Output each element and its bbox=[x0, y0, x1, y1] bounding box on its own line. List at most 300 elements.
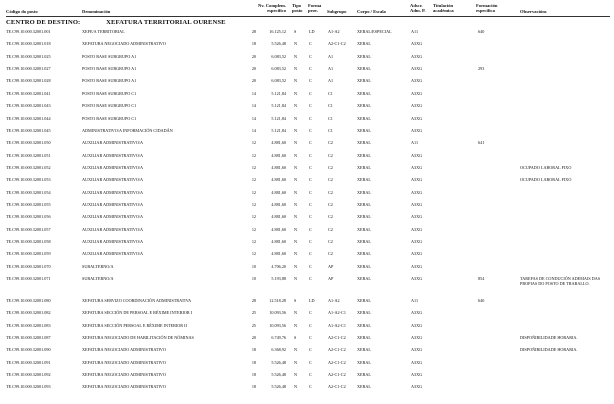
cell-corpo: XERAL bbox=[357, 263, 371, 269]
table-row bbox=[0, 92, 614, 104]
cell-nivel: 10 bbox=[251, 263, 256, 269]
header-observacions: Observacións bbox=[520, 9, 547, 14]
cell-corpo: XERAL bbox=[357, 164, 371, 170]
cell-tipo: N bbox=[294, 214, 298, 220]
cell-tipo: N bbox=[294, 152, 298, 158]
cell-adscr: A3XG bbox=[411, 359, 423, 365]
table-row bbox=[0, 240, 614, 252]
cell-nivel: 12 bbox=[251, 251, 256, 257]
cell-corpo: XERAL bbox=[357, 53, 371, 59]
cell-corpo: XERAL bbox=[357, 66, 371, 71]
cell-corpo: XERAL bbox=[357, 214, 371, 220]
cell-subgrupo: C2 bbox=[328, 177, 333, 183]
cell-complemento: 4.881,60 bbox=[271, 226, 286, 232]
header-tipo-posto: Tipo posto bbox=[292, 3, 303, 14]
cell-corpo: XERAL bbox=[357, 140, 371, 146]
header-denominacion: Denominación bbox=[82, 9, 111, 14]
cell-denominacion: XEFATURA SECCIÓN DE PERSOAL E RÉXIME INTERIOR I bbox=[82, 310, 193, 316]
cell-formacion: 640 bbox=[478, 297, 485, 303]
cell-denominacion: AUXILIAR ADMINISTRATIVO/A bbox=[82, 214, 144, 220]
table-row bbox=[0, 385, 614, 397]
cell-tipo: N bbox=[294, 189, 298, 195]
cell-denominacion: AUXILIAR ADMINISTRATIVO/A bbox=[82, 201, 144, 207]
cell-codigo: TE.C99.10.000.32001.028 bbox=[6, 78, 51, 84]
cell-forma: C bbox=[309, 214, 312, 220]
cell-complemento: 4.881,60 bbox=[271, 238, 286, 244]
cell-codigo: TE.C99.10.000.32001.071 bbox=[6, 276, 51, 281]
cell-forma: LD bbox=[309, 297, 315, 303]
cell-subgrupo: C2 bbox=[328, 226, 333, 232]
cell-forma: C bbox=[309, 347, 312, 353]
cell-nivel: 12 bbox=[251, 238, 256, 244]
cell-corpo: XERAL bbox=[357, 41, 371, 47]
cell-subgrupo: A1 bbox=[328, 53, 334, 59]
table-row bbox=[0, 191, 614, 203]
cell-adscr: A3XG bbox=[411, 310, 423, 316]
cell-corpo: XERAL/ESPECIAL bbox=[357, 29, 392, 34]
cell-adscr: A3XG bbox=[411, 322, 423, 328]
cell-complemento: 6.083,52 bbox=[271, 78, 286, 84]
cell-forma: C bbox=[309, 53, 312, 59]
cell-corpo: XERAL bbox=[357, 127, 371, 133]
cell-codigo: TE.C99.10.000.32001.025 bbox=[6, 53, 51, 59]
cell-subgrupo: A1 bbox=[328, 78, 334, 84]
table-row bbox=[0, 117, 614, 129]
cell-codigo: TE.C99.10.000.32001.055 bbox=[6, 201, 51, 207]
cell-nivel: 12 bbox=[251, 164, 256, 170]
cell-codigo: TE.C99.10.000.32001.053 bbox=[6, 177, 51, 183]
cell-codigo: TE.C99.10.000.32001.087 bbox=[6, 334, 51, 340]
table-row bbox=[0, 79, 614, 91]
table-row bbox=[0, 154, 614, 166]
cell-formacion: 854 bbox=[478, 276, 485, 281]
cell-corpo: XERAL bbox=[357, 334, 371, 340]
cell-adscr: A11 bbox=[411, 29, 419, 34]
header-forma-prov: Forma prov. bbox=[308, 3, 322, 14]
cell-denominacion: POSTO BASE SUBGRUPO C1 bbox=[82, 115, 137, 121]
cell-subgrupo: A2-C1-C2 bbox=[328, 359, 346, 365]
table-row bbox=[0, 265, 614, 277]
cell-adscr: A3XG bbox=[411, 189, 423, 195]
cell-nivel: 28 bbox=[251, 297, 256, 303]
cell-tipo: N bbox=[294, 115, 298, 121]
cell-adscr: A3XG bbox=[411, 78, 423, 84]
cell-nivel: 14 bbox=[251, 127, 256, 133]
cell-complemento: 5.121,84 bbox=[271, 127, 286, 133]
cell-subgrupo: AP bbox=[328, 263, 334, 269]
table-row bbox=[0, 336, 614, 348]
cell-codigo: TE.C99.10.000.32001.083 bbox=[6, 322, 51, 328]
cell-denominacion: AUXILIAR ADMINISTRATIVO/A bbox=[82, 177, 144, 183]
cell-nivel: 20 bbox=[251, 78, 256, 84]
cell-codigo: TE.C99.10.000.32001.043 bbox=[6, 103, 51, 109]
cell-tipo: N bbox=[294, 384, 298, 390]
header-divider bbox=[6, 16, 610, 17]
cell-tipo: S bbox=[294, 29, 297, 34]
cell-tipo: N bbox=[294, 53, 298, 59]
cell-tipo: N bbox=[294, 201, 298, 207]
cell-subgrupo: C2 bbox=[328, 140, 333, 146]
cell-denominacion: AUXILIAR ADMINISTRATIVO/A bbox=[82, 226, 144, 232]
cell-tipo: N bbox=[294, 41, 298, 47]
cell-denominacion: POSTO BASE SUBGRUPO C1 bbox=[82, 90, 137, 96]
cell-denominacion: XEFATURA SERVIZO COORDINACIÓN ADMINISTRATIVA bbox=[82, 297, 192, 303]
cell-nivel: 14 bbox=[251, 115, 256, 121]
cell-nivel: 25 bbox=[251, 310, 256, 316]
cell-nivel: 20 bbox=[251, 334, 256, 340]
cell-forma: C bbox=[309, 371, 312, 377]
header-adscr-adm: Adscr. Adm. P. bbox=[410, 3, 426, 14]
table-row bbox=[0, 311, 614, 323]
cell-complemento: 4.881,60 bbox=[271, 201, 286, 207]
cell-denominacion: SUBALTERNO/A bbox=[82, 263, 114, 269]
cell-nivel: 12 bbox=[251, 201, 256, 207]
table-row bbox=[0, 252, 614, 264]
cell-forma: C bbox=[309, 90, 312, 96]
cell-nivel: 12 bbox=[251, 177, 256, 183]
cell-tipo: N bbox=[294, 276, 298, 281]
cell-subgrupo: C1 bbox=[328, 115, 333, 121]
cell-subgrupo: C1 bbox=[328, 90, 333, 96]
cell-denominacion: XEFATURA NEGOCIADO ADMINISTRATIVO bbox=[82, 371, 166, 377]
cell-subgrupo: C2 bbox=[328, 189, 333, 195]
cell-complemento: 4.706,20 bbox=[271, 263, 286, 269]
cell-codigo: TE.C99.10.000.32001.070 bbox=[6, 263, 51, 269]
cell-subgrupo: A1-A2-C1 bbox=[328, 322, 346, 328]
cell-tipo: N bbox=[294, 140, 298, 146]
table-row bbox=[0, 42, 614, 54]
cell-codigo: TE.C99.10.000.32001.058 bbox=[6, 238, 51, 244]
cell-tipo: N bbox=[294, 263, 298, 269]
cell-denominacion: XEFATURA NEGOCIADO DE HABILITACIÓN DE NÓMINAS bbox=[82, 334, 194, 340]
header-codigo: Código do posto bbox=[6, 9, 38, 14]
cell-subgrupo: A2-C1-C2 bbox=[328, 41, 346, 47]
table-row bbox=[0, 348, 614, 360]
cell-corpo: XERAL bbox=[357, 359, 371, 365]
cell-subgrupo: C1 bbox=[328, 103, 333, 109]
cell-forma: C bbox=[309, 322, 312, 328]
cell-denominacion: XEFATURA NEGOCIADO ADMINISTRATIVO bbox=[82, 384, 166, 390]
cell-denominacion: XEFATURA NEGOCIADO ADMINISTRATIVO bbox=[82, 359, 166, 365]
cell-observacions: OCUPADO LABORAL FIXO bbox=[520, 164, 572, 170]
cell-nivel: 14 bbox=[251, 103, 256, 109]
cell-denominacion: POSTO BASE SUBGRUPO A1 bbox=[82, 53, 137, 59]
cell-formacion: 641 bbox=[478, 140, 485, 146]
cell-denominacion: AUXILIAR ADMINISTRATIVO/A bbox=[82, 189, 144, 195]
cell-adscr: A3XG bbox=[411, 384, 423, 390]
cell-subgrupo: A2-C1-C2 bbox=[328, 371, 346, 377]
cell-adscr: A3XG bbox=[411, 41, 423, 47]
cell-denominacion: AUXILIAR ADMINISTRATIVO/A bbox=[82, 164, 144, 170]
cell-nivel: 12 bbox=[251, 214, 256, 220]
cell-forma: C bbox=[309, 276, 312, 281]
cell-adscr: A3XG bbox=[411, 53, 423, 59]
cell-forma: C bbox=[309, 66, 312, 71]
cell-forma: C bbox=[309, 177, 312, 183]
cell-tipo: S bbox=[294, 297, 297, 303]
cell-corpo: XERAL bbox=[357, 322, 371, 328]
cell-corpo: XERAL bbox=[357, 103, 371, 109]
cell-nivel: 10 bbox=[251, 276, 256, 281]
cell-adscr: A3XG bbox=[411, 371, 423, 377]
table-row bbox=[0, 30, 614, 42]
cell-adscr: A3XG bbox=[411, 164, 423, 170]
cell-corpo: XERAL bbox=[357, 371, 371, 377]
cell-forma: C bbox=[309, 310, 312, 316]
table-row bbox=[0, 277, 614, 289]
cell-denominacion: POSTO BASE SUBGRUPO C1 bbox=[82, 103, 137, 109]
cell-subgrupo: A1-A2 bbox=[328, 29, 340, 34]
cell-adscr: A11 bbox=[411, 140, 419, 146]
cell-tipo: N bbox=[294, 359, 298, 365]
cell-codigo: TE.C99.10.000.32001.052 bbox=[6, 164, 51, 170]
cell-subgrupo: A2-C1-C2 bbox=[328, 347, 346, 353]
cell-tipo: N bbox=[294, 127, 298, 133]
cell-complemento: 6.083,52 bbox=[271, 66, 286, 71]
table-row bbox=[0, 55, 614, 67]
cell-complemento: 10.093,56 bbox=[269, 310, 286, 316]
cell-complemento: 16.125,12 bbox=[269, 29, 286, 34]
centro-destino-label: CENTRO DE DESTINO: bbox=[6, 19, 81, 26]
table-row bbox=[0, 141, 614, 153]
cell-complemento: 5.526,48 bbox=[271, 371, 286, 377]
cell-complemento: 5.121,84 bbox=[271, 90, 286, 96]
cell-tipo: N bbox=[294, 347, 298, 353]
cell-codigo: TE.C99.10.000.32001.092 bbox=[6, 371, 51, 377]
cell-corpo: XERAL bbox=[357, 152, 371, 158]
cell-adscr: A3XG bbox=[411, 347, 423, 353]
cell-adscr: A3XG bbox=[411, 90, 423, 96]
cell-nivel: 12 bbox=[251, 152, 256, 158]
cell-forma: C bbox=[309, 263, 312, 269]
cell-nivel: 18 bbox=[251, 384, 256, 390]
cell-complemento: 12.518,28 bbox=[269, 297, 286, 303]
cell-tipo: N bbox=[294, 226, 298, 232]
centro-destino-value: XEFATURA TERRITORIAL OURENSE bbox=[106, 19, 226, 26]
cell-forma: C bbox=[309, 78, 312, 84]
cell-adscr: A3XG bbox=[411, 201, 423, 207]
cell-adscr: A3XG bbox=[411, 263, 423, 269]
table-row bbox=[0, 104, 614, 116]
table-row bbox=[0, 361, 614, 373]
cell-denominacion: AUXILIAR ADMINISTRATIVO/A bbox=[82, 152, 144, 158]
cell-subgrupo: A1 bbox=[328, 66, 334, 71]
cell-forma: C bbox=[309, 189, 312, 195]
cell-forma: C bbox=[309, 226, 312, 232]
cell-formacion: 293 bbox=[478, 66, 485, 71]
cell-codigo: TE.C99.10.000.32001.090 bbox=[6, 347, 51, 353]
cell-tipo: N bbox=[294, 78, 298, 84]
cell-complemento: 4.881,60 bbox=[271, 189, 286, 195]
cell-corpo: XERAL bbox=[357, 90, 371, 96]
cell-subgrupo: C2 bbox=[328, 238, 333, 244]
cell-complemento: 5.193,88 bbox=[271, 276, 286, 281]
cell-codigo: TE.C99.10.000.32001.051 bbox=[6, 152, 51, 158]
cell-forma: C bbox=[309, 127, 312, 133]
table-row bbox=[0, 129, 614, 141]
cell-corpo: XERAL bbox=[357, 310, 371, 316]
cell-complemento: 4.881,60 bbox=[271, 140, 286, 146]
cell-codigo: TE.C99.10.000.32001.001 bbox=[6, 29, 51, 34]
cell-adscr: A3XG bbox=[411, 334, 423, 340]
cell-forma: C bbox=[309, 384, 312, 390]
cell-corpo: XERAL bbox=[357, 226, 371, 232]
cell-adscr: A3XG bbox=[411, 127, 423, 133]
cell-denominacion: AUXILIAR ADMINISTRATIVO/A bbox=[82, 238, 144, 244]
cell-complemento: 4.881,60 bbox=[271, 164, 286, 170]
cell-complemento: 5.526,48 bbox=[271, 41, 286, 47]
cell-forma: C bbox=[309, 115, 312, 121]
cell-codigo: TE.C99.10.000.32001.082 bbox=[6, 310, 51, 316]
cell-codigo: TE.C99.10.000.32001.091 bbox=[6, 359, 51, 365]
header-titulacion: Titulación académica bbox=[433, 3, 454, 14]
cell-corpo: XERAL bbox=[357, 347, 371, 353]
cell-forma: C bbox=[309, 238, 312, 244]
cell-adscr: A3XG bbox=[411, 214, 423, 220]
cell-nivel: 18 bbox=[251, 371, 256, 377]
cell-denominacion: ADMINISTRATIVO/A INFORMACIÓN CIDADÁN bbox=[82, 127, 173, 133]
cell-codigo: TE.C99.10.000.32001.054 bbox=[6, 189, 51, 195]
cell-corpo: XERAL bbox=[357, 297, 371, 303]
cell-corpo: XERAL bbox=[357, 384, 371, 390]
cell-denominacion: XEFATURA NEGOCIADO ADMINISTRATIVO bbox=[82, 41, 166, 47]
cell-tipo: S bbox=[294, 334, 297, 340]
cell-forma: C bbox=[309, 164, 312, 170]
cell-nivel: 18 bbox=[251, 359, 256, 365]
cell-nivel: 18 bbox=[251, 347, 256, 353]
cell-codigo: TE.C99.10.000.32001.056 bbox=[6, 214, 51, 220]
cell-complemento: 6.083,52 bbox=[271, 53, 286, 59]
table-row bbox=[0, 178, 614, 190]
cell-codigo: TE.C99.10.000.32001.045 bbox=[6, 127, 51, 133]
cell-adscr: A3XG bbox=[411, 226, 423, 232]
cell-forma: C bbox=[309, 103, 312, 109]
cell-adscr: A3XG bbox=[411, 66, 423, 71]
cell-subgrupo: A1-A2-C1 bbox=[328, 310, 346, 316]
cell-adscr: A3XG bbox=[411, 103, 423, 109]
cell-formacion: 640 bbox=[478, 29, 485, 34]
table-row bbox=[0, 215, 614, 227]
centro-destino bbox=[6, 19, 226, 26]
cell-corpo: XERAL bbox=[357, 238, 371, 244]
table-row bbox=[0, 324, 614, 336]
cell-adscr: A3XG bbox=[411, 177, 423, 183]
cell-forma: C bbox=[309, 359, 312, 365]
cell-observacions: DISPOÑIBILIDADE HORARIA. bbox=[520, 334, 578, 340]
header-formacion: Formación específica bbox=[476, 3, 498, 14]
table-row bbox=[0, 203, 614, 215]
cell-codigo: TE.C99.10.000.32001.057 bbox=[6, 226, 51, 232]
cell-denominacion: SUBALTERNO/A bbox=[82, 276, 114, 281]
cell-observacions: DISPOÑIBILIDADE HORARIA. bbox=[520, 347, 578, 353]
cell-complemento: 4.881,60 bbox=[271, 251, 286, 257]
cell-observacions: OCUPADO LABORAL FIXO bbox=[520, 177, 572, 183]
cell-adscr: A3XG bbox=[411, 115, 423, 121]
cell-subgrupo: C1 bbox=[328, 127, 333, 133]
cell-subgrupo: C2 bbox=[328, 214, 333, 220]
cell-codigo: TE.C99.10.000.32001.044 bbox=[6, 115, 51, 121]
cell-forma: C bbox=[309, 334, 312, 340]
cell-complemento: 5.526,48 bbox=[271, 384, 286, 390]
cell-forma: C bbox=[309, 140, 312, 146]
cell-subgrupo: A2-C1-C2 bbox=[328, 384, 346, 390]
cell-corpo: XERAL bbox=[357, 201, 371, 207]
cell-corpo: XERAL bbox=[357, 276, 371, 281]
cell-tipo: N bbox=[294, 164, 298, 170]
table-row bbox=[0, 166, 614, 178]
cell-complemento: 5.526,48 bbox=[271, 359, 286, 365]
cell-tipo: N bbox=[294, 238, 298, 244]
header-nivel-complemento: Nv. Complem. específico bbox=[258, 3, 286, 14]
cell-denominacion: AUXILIAR ADMINISTRATIVO/A bbox=[82, 251, 144, 257]
cell-tipo: N bbox=[294, 251, 298, 257]
cell-adscr: A3XG bbox=[411, 276, 423, 281]
cell-observacions: TAREFAS DE CONDUCIÓN ADEMAIS DAS PROPIAS DO POSTO DE TRABALLO. bbox=[520, 276, 601, 286]
cell-subgrupo: A1-A2 bbox=[328, 297, 340, 303]
cell-denominacion: AUXILIAR ADMINISTRATIVO/A bbox=[82, 140, 144, 146]
cell-adscr: A3XG bbox=[411, 238, 423, 244]
cell-denominacion: XEFATURA SECCIÓN PERSOAL E RÉXIME INTERIOR II bbox=[82, 322, 187, 328]
cell-codigo: TE.C99.10.000.32001.093 bbox=[6, 384, 51, 390]
cell-nivel: 20 bbox=[251, 66, 256, 71]
cell-corpo: XERAL bbox=[357, 78, 371, 84]
cell-subgrupo: C2 bbox=[328, 152, 333, 158]
cell-adscr: A11 bbox=[411, 297, 419, 303]
cell-tipo: N bbox=[294, 310, 298, 316]
cell-forma: LD bbox=[309, 29, 315, 34]
cell-denominacion: XEFE/A TERRITORIAL bbox=[82, 29, 125, 34]
cell-forma: C bbox=[309, 201, 312, 207]
cell-nivel: 12 bbox=[251, 189, 256, 195]
cell-subgrupo: C2 bbox=[328, 251, 333, 257]
cell-nivel: 18 bbox=[251, 41, 256, 47]
cell-nivel: 14 bbox=[251, 90, 256, 96]
table-row bbox=[0, 299, 614, 311]
cell-codigo: TE.C99.10.000.32001.018 bbox=[6, 41, 51, 47]
cell-corpo: XERAL bbox=[357, 189, 371, 195]
cell-forma: C bbox=[309, 152, 312, 158]
cell-corpo: XERAL bbox=[357, 177, 371, 183]
cell-subgrupo: A2-C1-C2 bbox=[328, 334, 346, 340]
cell-denominacion: XEFATURA NEGOCIADO ADMINISTRATIVO bbox=[82, 347, 166, 353]
cell-tipo: N bbox=[294, 66, 298, 71]
cell-complemento: 6.749,76 bbox=[271, 334, 286, 340]
cell-tipo: N bbox=[294, 103, 298, 109]
cell-codigo: TE.C99.10.000.32001.080 bbox=[6, 297, 51, 303]
cell-complemento: 6.368,92 bbox=[271, 347, 286, 353]
table-row bbox=[0, 228, 614, 240]
cell-complemento: 4.881,60 bbox=[271, 177, 286, 183]
cell-codigo: TE.C99.10.000.32001.027 bbox=[6, 66, 51, 71]
cell-tipo: N bbox=[294, 322, 298, 328]
cell-corpo: XERAL bbox=[357, 251, 371, 257]
header-corpo-escala: Corpo / Escala bbox=[357, 9, 386, 14]
cell-complemento: 5.121,84 bbox=[271, 103, 286, 109]
cell-subgrupo: C2 bbox=[328, 201, 333, 207]
cell-forma: C bbox=[309, 41, 312, 47]
cell-nivel: 20 bbox=[251, 53, 256, 59]
cell-denominacion: POSTO BASE SUBGRUPO A1 bbox=[82, 66, 137, 71]
cell-nivel: 25 bbox=[251, 322, 256, 328]
cell-corpo: XERAL bbox=[357, 115, 371, 121]
cell-codigo: TE.C99.10.000.32001.041 bbox=[6, 90, 51, 96]
cell-forma: C bbox=[309, 251, 312, 257]
cell-nivel: 12 bbox=[251, 226, 256, 232]
cell-nivel: 28 bbox=[251, 29, 256, 34]
table-row bbox=[0, 373, 614, 385]
table-row bbox=[0, 67, 614, 79]
cell-codigo: TE.C99.10.000.32001.059 bbox=[6, 251, 51, 257]
